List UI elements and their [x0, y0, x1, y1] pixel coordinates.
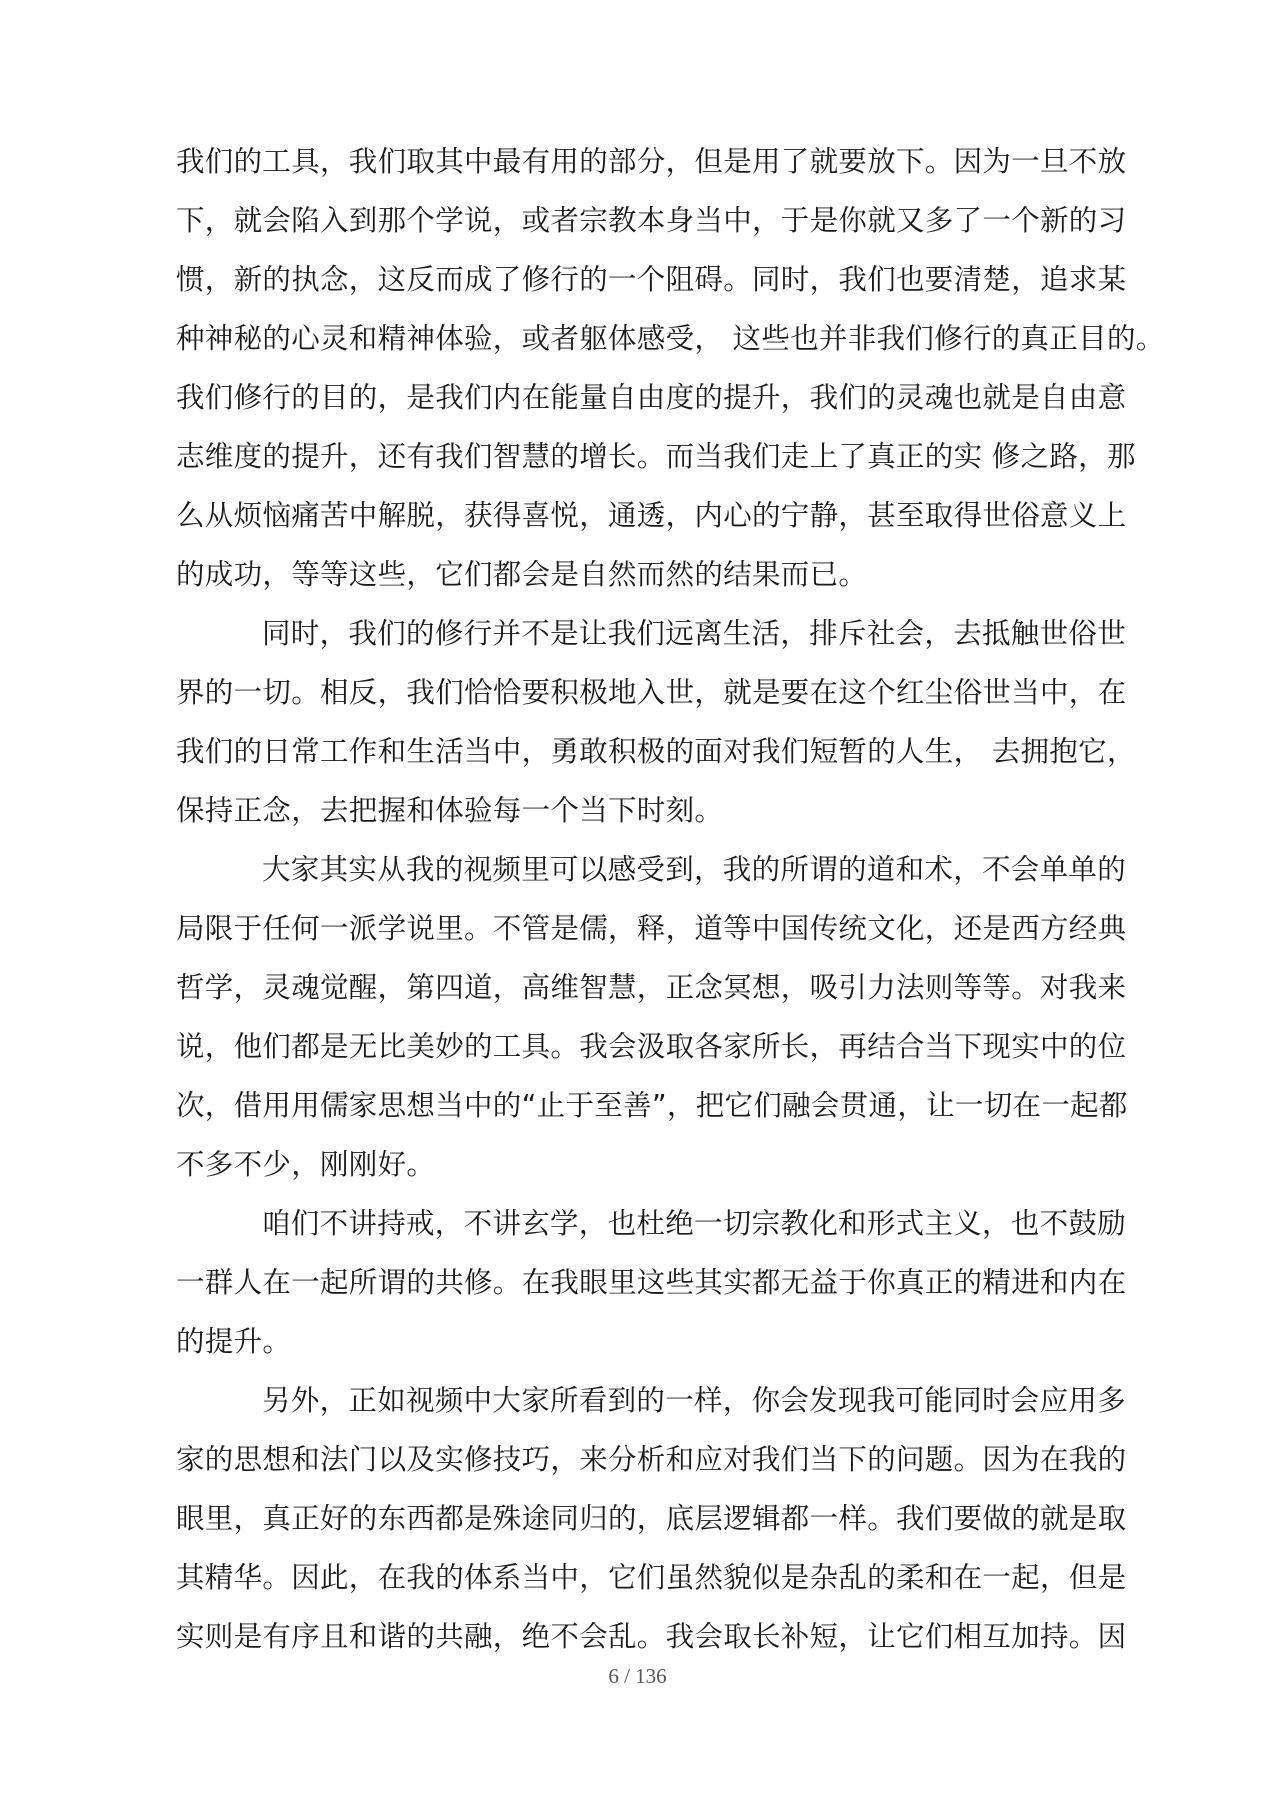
paragraph-first-line: 另外，正如视频中大家所看到的一样，你会发现我可能同时会应用多	[262, 1384, 1127, 1417]
text-line: 说，他们都是无比美妙的工具。我会汲取各家所长，再结合当下现实中的位	[176, 1030, 1127, 1063]
text-line: 我们的工具，我们取其中最有用的部分，但是用了就要放下。因为一旦不放	[176, 145, 1127, 178]
text-line: 种神秘的心灵和精神体验，或者躯体感受， 这些也并非我们修行的真正目的。	[176, 322, 1165, 355]
page-number: 6 / 136	[608, 1664, 667, 1688]
paragraph-first-line: 大家其实从我的视频里可以感受到，我的所谓的道和术，不会单单的	[262, 853, 1127, 886]
text-line: 局限于任何一派学说里。不管是儒，释，道等中国传统文化，还是西方经典	[176, 912, 1127, 945]
text-line: 一群人在一起所谓的共修。在我眼里这些其实都无益于你真正的精进和内在	[176, 1266, 1127, 1299]
text-line: 其精华。因此，在我的体系当中，它们虽然貌似是杂乱的柔和在一起，但是	[176, 1561, 1127, 1594]
paragraph-first-line: 同时，我们的修行并不是让我们远离生活，排斥社会，去抵触世俗世	[262, 617, 1127, 650]
text-line: 我们的日常工作和生活当中，勇敢积极的面对我们短暂的人生， 去拥抱它，	[176, 735, 1136, 768]
text-line: 不多不少，刚刚好。	[176, 1148, 436, 1181]
text-line: 实则是有序且和谐的共融，绝不会乱。我会取长补短，让它们相互加持。因	[176, 1620, 1127, 1653]
text-line: 哲学，灵魂觉醒，第四道，高维智慧，正念冥想，吸引力法则等等。对我来	[176, 971, 1127, 1004]
text-line: 家的思想和法门以及实修技巧，来分析和应对我们当下的问题。因为在我的	[176, 1443, 1127, 1476]
text-line: 么从烦恼痛苦中解脱，获得喜悦，通透，内心的宁静，甚至取得世俗意义上	[176, 499, 1127, 532]
text-line: 眼里，真正好的东西都是殊途同归的，底层逻辑都一样。我们要做的就是取	[176, 1502, 1127, 1535]
text-line: 次，借用用儒家思想当中的“止于至善”，把它们融会贯通，让一切在一起都	[176, 1089, 1128, 1122]
paragraph-first-line: 咱们不讲持戒，不讲玄学，也杜绝一切宗教化和形式主义，也不鼓励	[262, 1207, 1127, 1240]
text-line: 我们修行的目的，是我们内在能量自由度的提升，我们的灵魂也就是自由意	[176, 381, 1127, 414]
text-line: 保持正念，去把握和体验每一个当下时刻。	[176, 794, 724, 827]
text-line: 的提升。	[176, 1325, 292, 1358]
text-line: 的成功，等等这些，它们都会是自然而然的结果而已。	[176, 558, 868, 591]
text-line: 界的一切。相反，我们恰恰要积极地入世，就是要在这个红尘俗世当中，在	[176, 676, 1127, 709]
text-line: 下，就会陷入到那个学说，或者宗教本身当中，于是你就又多了一个新的习	[176, 204, 1127, 237]
text-line: 惯，新的执念，这反而成了修行的一个阻碍。同时，我们也要清楚，追求某	[176, 263, 1127, 296]
text-line: 志维度的提升，还有我们智慧的增长。而当我们走上了真正的实 修之路，那	[176, 440, 1136, 473]
